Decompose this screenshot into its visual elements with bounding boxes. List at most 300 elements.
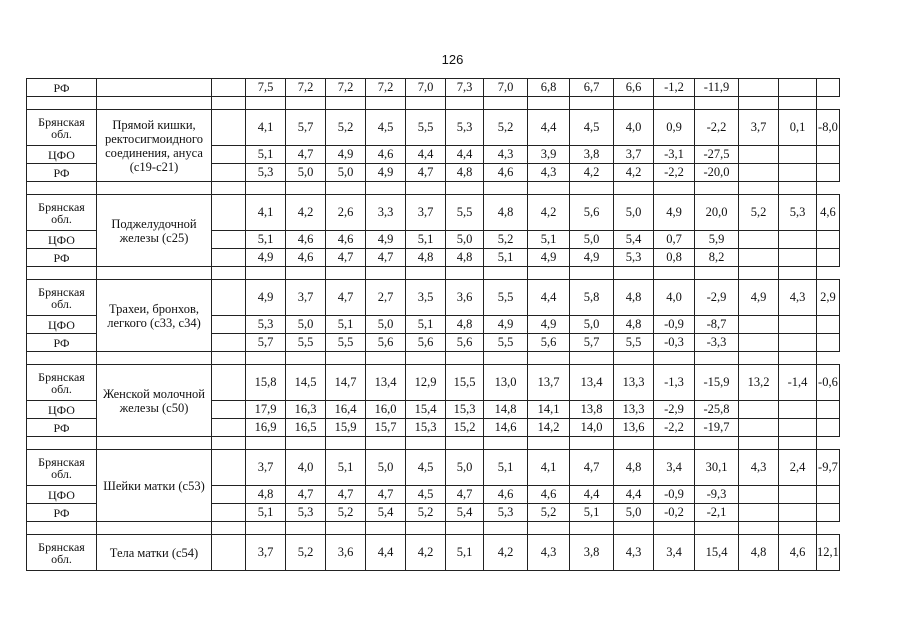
region-cell: ЦФО (27, 231, 97, 249)
empty-cell (406, 522, 446, 535)
value-cell: 12,9 (406, 365, 446, 401)
value-cell: 5,1 (246, 231, 286, 249)
empty-cell (27, 267, 97, 280)
value-cell: 5,9 (695, 231, 739, 249)
value-cell: 4,9 (484, 316, 528, 334)
empty-cell (406, 182, 446, 195)
value-cell: 15,3 (406, 419, 446, 437)
value-cell: -9,7 (817, 450, 840, 486)
empty-cell (212, 535, 246, 571)
value-cell: 5,2 (326, 504, 366, 522)
value-cell: 5,0 (446, 231, 484, 249)
empty-cell (406, 437, 446, 450)
value-cell: 4,6 (326, 231, 366, 249)
value-cell: 4,8 (614, 450, 654, 486)
value-cell: 30,1 (695, 450, 739, 486)
empty-cell (97, 352, 212, 365)
empty-cell (446, 522, 484, 535)
value-cell: 13,2 (739, 365, 779, 401)
value-cell (817, 79, 840, 97)
value-cell: -8,7 (695, 316, 739, 334)
value-cell: 6,6 (614, 79, 654, 97)
value-cell: 5,5 (484, 280, 528, 316)
value-cell: 15,5 (446, 365, 484, 401)
value-cell: -19,7 (695, 419, 739, 437)
empty-cell (212, 522, 246, 535)
empty-cell (212, 97, 246, 110)
value-cell: 4,4 (406, 146, 446, 164)
empty-cell (528, 522, 570, 535)
value-cell: 13,6 (614, 419, 654, 437)
value-cell: 3,7 (286, 280, 326, 316)
value-cell: 4,9 (326, 146, 366, 164)
value-cell: 7,2 (286, 79, 326, 97)
value-cell: 3,6 (446, 280, 484, 316)
value-cell (817, 146, 840, 164)
value-cell: 14,0 (570, 419, 614, 437)
value-cell (739, 231, 779, 249)
value-cell: -27,5 (695, 146, 739, 164)
empty-cell (779, 522, 817, 535)
site-cell: Поджелудочной железы (с25) (97, 195, 212, 267)
empty-cell (212, 437, 246, 450)
empty-cell (528, 352, 570, 365)
empty-cell (779, 182, 817, 195)
empty-cell (528, 437, 570, 450)
value-cell: 14,5 (286, 365, 326, 401)
empty-cell (27, 352, 97, 365)
empty-cell (570, 522, 614, 535)
value-cell: 4,6 (286, 231, 326, 249)
empty-cell (484, 522, 528, 535)
value-cell: 7,0 (406, 79, 446, 97)
value-cell: 4,7 (326, 486, 366, 504)
value-cell: 4,8 (446, 249, 484, 267)
empty-cell (406, 352, 446, 365)
value-cell: 3,7 (739, 110, 779, 146)
empty-cell (97, 522, 212, 535)
empty-cell (739, 352, 779, 365)
value-cell: 5,2 (406, 504, 446, 522)
value-cell: 5,3 (446, 110, 484, 146)
empty-cell (326, 352, 366, 365)
value-cell: 4,6 (366, 146, 406, 164)
value-cell (817, 249, 840, 267)
value-cell: 5,1 (484, 249, 528, 267)
value-cell (739, 79, 779, 97)
value-cell (739, 146, 779, 164)
value-cell: -3,1 (654, 146, 695, 164)
value-cell: 15,4 (406, 401, 446, 419)
empty-cell (779, 352, 817, 365)
value-cell (779, 334, 817, 352)
spacer-row (27, 437, 840, 450)
empty-cell (97, 97, 212, 110)
empty-cell (654, 437, 695, 450)
empty-cell (246, 267, 286, 280)
value-cell: 3,7 (614, 146, 654, 164)
region-cell: Брянская обл. (27, 280, 97, 316)
statistics-table (26, 78, 840, 571)
value-cell: 15,7 (366, 419, 406, 437)
empty-cell (739, 97, 779, 110)
value-cell: 5,1 (326, 450, 366, 486)
empty-cell (366, 97, 406, 110)
value-cell: 5,7 (246, 334, 286, 352)
empty-cell (366, 182, 406, 195)
value-cell: 13,7 (528, 365, 570, 401)
empty-cell (446, 182, 484, 195)
empty-cell (212, 231, 246, 249)
empty-cell (528, 267, 570, 280)
empty-cell (570, 182, 614, 195)
empty-cell (286, 182, 326, 195)
value-cell: 4,8 (614, 280, 654, 316)
empty-cell (286, 97, 326, 110)
value-cell (779, 146, 817, 164)
value-cell: 5,1 (246, 146, 286, 164)
empty-cell (446, 267, 484, 280)
value-cell: 16,3 (286, 401, 326, 419)
value-cell: -0,2 (654, 504, 695, 522)
empty-cell (212, 450, 246, 486)
empty-cell (366, 267, 406, 280)
value-cell: 4,8 (484, 195, 528, 231)
value-cell: 5,0 (614, 504, 654, 522)
empty-cell (246, 352, 286, 365)
empty-cell (97, 182, 212, 195)
site-cell: Женской молочной железы (с50) (97, 365, 212, 437)
empty-cell (654, 267, 695, 280)
value-cell: 13,8 (570, 401, 614, 419)
empty-cell (212, 146, 246, 164)
value-cell: -2,2 (695, 110, 739, 146)
value-cell: 14,6 (484, 419, 528, 437)
value-cell: 4,6 (484, 164, 528, 182)
site-cell: Тела матки (с54) (97, 535, 212, 571)
value-cell: 5,4 (366, 504, 406, 522)
value-cell: 4,9 (528, 249, 570, 267)
value-cell: 4,9 (246, 280, 286, 316)
value-cell: -9,3 (695, 486, 739, 504)
value-cell: 15,9 (326, 419, 366, 437)
value-cell: 5,0 (366, 316, 406, 334)
value-cell: 16,0 (366, 401, 406, 419)
value-cell (779, 249, 817, 267)
empty-cell (570, 352, 614, 365)
value-cell (817, 401, 840, 419)
value-cell: 5,2 (484, 231, 528, 249)
empty-cell (212, 365, 246, 401)
empty-cell (326, 182, 366, 195)
empty-cell (614, 522, 654, 535)
value-cell: 3,8 (570, 146, 614, 164)
empty-cell (695, 352, 739, 365)
region-cell: РФ (27, 79, 97, 97)
table-row (27, 79, 840, 97)
value-cell: 13,4 (366, 365, 406, 401)
region-cell: ЦФО (27, 316, 97, 334)
empty-cell (212, 164, 246, 182)
value-cell: 4,4 (528, 280, 570, 316)
value-cell (817, 231, 840, 249)
empty-cell (654, 352, 695, 365)
empty-cell (695, 182, 739, 195)
value-cell: 5,3 (246, 164, 286, 182)
site-cell (97, 79, 212, 97)
value-cell: 5,1 (446, 535, 484, 571)
value-cell: 17,9 (246, 401, 286, 419)
value-cell: 4,9 (654, 195, 695, 231)
value-cell: -11,9 (695, 79, 739, 97)
value-cell (779, 504, 817, 522)
value-cell: 4,9 (366, 231, 406, 249)
empty-cell (212, 419, 246, 437)
value-cell: -2,9 (654, 401, 695, 419)
value-cell: 4,2 (484, 535, 528, 571)
value-cell: 5,0 (286, 316, 326, 334)
value-cell (779, 164, 817, 182)
value-cell: 8,2 (695, 249, 739, 267)
value-cell: 14,7 (326, 365, 366, 401)
value-cell: 3,9 (528, 146, 570, 164)
empty-cell (570, 267, 614, 280)
empty-cell (212, 182, 246, 195)
table-row (27, 365, 840, 401)
value-cell: 4,1 (246, 195, 286, 231)
value-cell: 4,3 (739, 450, 779, 486)
empty-cell (484, 182, 528, 195)
empty-cell (212, 486, 246, 504)
value-cell (817, 334, 840, 352)
value-cell: 5,1 (406, 231, 446, 249)
table-row (27, 195, 840, 231)
value-cell (779, 419, 817, 437)
value-cell: 5,1 (528, 231, 570, 249)
value-cell (779, 316, 817, 334)
value-cell (739, 164, 779, 182)
value-cell: 5,4 (614, 231, 654, 249)
value-cell: 5,6 (446, 334, 484, 352)
empty-cell (570, 437, 614, 450)
region-cell: Брянская обл. (27, 110, 97, 146)
page-number: 126 (441, 52, 464, 67)
value-cell: 16,9 (246, 419, 286, 437)
empty-cell (695, 267, 739, 280)
region-cell: ЦФО (27, 401, 97, 419)
empty-cell (212, 267, 246, 280)
value-cell: 5,5 (286, 334, 326, 352)
empty-cell (286, 437, 326, 450)
empty-cell (695, 97, 739, 110)
empty-cell (246, 522, 286, 535)
value-cell: -1,3 (654, 365, 695, 401)
empty-cell (326, 97, 366, 110)
empty-cell (212, 401, 246, 419)
value-cell: 4,6 (484, 486, 528, 504)
value-cell: 4,2 (614, 164, 654, 182)
value-cell: 5,2 (484, 110, 528, 146)
value-cell (817, 504, 840, 522)
empty-cell (27, 182, 97, 195)
empty-cell (739, 437, 779, 450)
empty-cell (739, 267, 779, 280)
value-cell: 12,1 (817, 535, 840, 571)
value-cell: 4,8 (246, 486, 286, 504)
value-cell: 4,5 (570, 110, 614, 146)
value-cell: 5,0 (286, 164, 326, 182)
value-cell: -0,9 (654, 486, 695, 504)
region-cell: РФ (27, 249, 97, 267)
empty-cell (212, 280, 246, 316)
value-cell: 5,2 (739, 195, 779, 231)
value-cell: 4,9 (246, 249, 286, 267)
empty-cell (446, 97, 484, 110)
value-cell: 4,5 (406, 450, 446, 486)
empty-cell (779, 267, 817, 280)
value-cell: 5,1 (406, 316, 446, 334)
value-cell: 7,2 (366, 79, 406, 97)
value-cell: -2,1 (695, 504, 739, 522)
value-cell (779, 79, 817, 97)
empty-cell (406, 267, 446, 280)
value-cell: 3,4 (654, 450, 695, 486)
value-cell: 4,2 (528, 195, 570, 231)
value-cell: -2,9 (695, 280, 739, 316)
value-cell: 4,7 (570, 450, 614, 486)
value-cell: 4,3 (528, 535, 570, 571)
empty-cell (246, 97, 286, 110)
site-cell: Прямой кишки, ректосигмоидного соединения, ануса (с19-с21) (97, 110, 212, 182)
value-cell: 4,7 (326, 280, 366, 316)
value-cell: 2,9 (817, 280, 840, 316)
value-cell: 4,4 (570, 486, 614, 504)
value-cell: 4,1 (246, 110, 286, 146)
empty-cell (326, 437, 366, 450)
value-cell: 7,3 (446, 79, 484, 97)
value-cell: 5,3 (614, 249, 654, 267)
value-cell: 4,0 (614, 110, 654, 146)
value-cell: -1,4 (779, 365, 817, 401)
value-cell: 14,1 (528, 401, 570, 419)
value-cell (739, 334, 779, 352)
value-cell (739, 504, 779, 522)
value-cell: 4,0 (654, 280, 695, 316)
empty-cell (446, 352, 484, 365)
value-cell: 13,0 (484, 365, 528, 401)
empty-cell (614, 267, 654, 280)
value-cell: 0,1 (779, 110, 817, 146)
value-cell: 4,8 (406, 249, 446, 267)
empty-cell (654, 182, 695, 195)
value-cell: -0,9 (654, 316, 695, 334)
value-cell: 4,3 (528, 164, 570, 182)
empty-cell (406, 97, 446, 110)
value-cell: -3,3 (695, 334, 739, 352)
empty-cell (528, 97, 570, 110)
empty-cell (366, 352, 406, 365)
value-cell: 5,2 (528, 504, 570, 522)
value-cell: 5,5 (326, 334, 366, 352)
empty-cell (446, 437, 484, 450)
value-cell: 13,3 (614, 365, 654, 401)
value-cell: 4,7 (366, 486, 406, 504)
value-cell: 4,8 (446, 316, 484, 334)
value-cell (779, 231, 817, 249)
value-cell: 4,8 (446, 164, 484, 182)
value-cell: 5,3 (246, 316, 286, 334)
region-cell: Брянская обл. (27, 195, 97, 231)
value-cell: 5,0 (570, 231, 614, 249)
value-cell: 5,1 (484, 450, 528, 486)
value-cell: 4,0 (286, 450, 326, 486)
value-cell: 5,0 (614, 195, 654, 231)
value-cell: 2,6 (326, 195, 366, 231)
value-cell: 3,7 (406, 195, 446, 231)
site-cell: Шейки матки (с53) (97, 450, 212, 522)
empty-cell (286, 352, 326, 365)
value-cell: 4,3 (614, 535, 654, 571)
empty-cell (614, 352, 654, 365)
value-cell (739, 419, 779, 437)
empty-cell (27, 97, 97, 110)
value-cell: 5,7 (570, 334, 614, 352)
value-cell: 4,4 (614, 486, 654, 504)
empty-cell (528, 182, 570, 195)
value-cell: 5,0 (326, 164, 366, 182)
value-cell (739, 401, 779, 419)
value-cell: 4,9 (366, 164, 406, 182)
table-row (27, 280, 840, 316)
value-cell: 5,1 (326, 316, 366, 334)
spacer-row (27, 182, 840, 195)
table-row (27, 110, 840, 146)
value-cell: 4,3 (484, 146, 528, 164)
empty-cell (286, 522, 326, 535)
value-cell: 7,2 (326, 79, 366, 97)
empty-cell (366, 522, 406, 535)
value-cell: 3,8 (570, 535, 614, 571)
value-cell: -2,2 (654, 419, 695, 437)
value-cell: -25,8 (695, 401, 739, 419)
value-cell: 13,4 (570, 365, 614, 401)
value-cell: 16,4 (326, 401, 366, 419)
value-cell: 0,9 (654, 110, 695, 146)
value-cell: 3,6 (326, 535, 366, 571)
value-cell: 5,4 (446, 504, 484, 522)
value-cell: 5,6 (528, 334, 570, 352)
empty-cell (654, 97, 695, 110)
table-row (27, 450, 840, 486)
value-cell: 16,5 (286, 419, 326, 437)
empty-cell (739, 182, 779, 195)
value-cell (817, 316, 840, 334)
value-cell: 3,3 (366, 195, 406, 231)
value-cell: 4,7 (286, 146, 326, 164)
value-cell: -15,9 (695, 365, 739, 401)
empty-cell (614, 97, 654, 110)
value-cell: 4,7 (286, 486, 326, 504)
empty-cell (212, 110, 246, 146)
value-cell: 3,5 (406, 280, 446, 316)
empty-cell (484, 437, 528, 450)
value-cell: 5,3 (779, 195, 817, 231)
empty-cell (212, 79, 246, 97)
value-cell: 4,4 (528, 110, 570, 146)
value-cell: 15,3 (446, 401, 484, 419)
value-cell: 15,2 (446, 419, 484, 437)
value-cell (739, 316, 779, 334)
